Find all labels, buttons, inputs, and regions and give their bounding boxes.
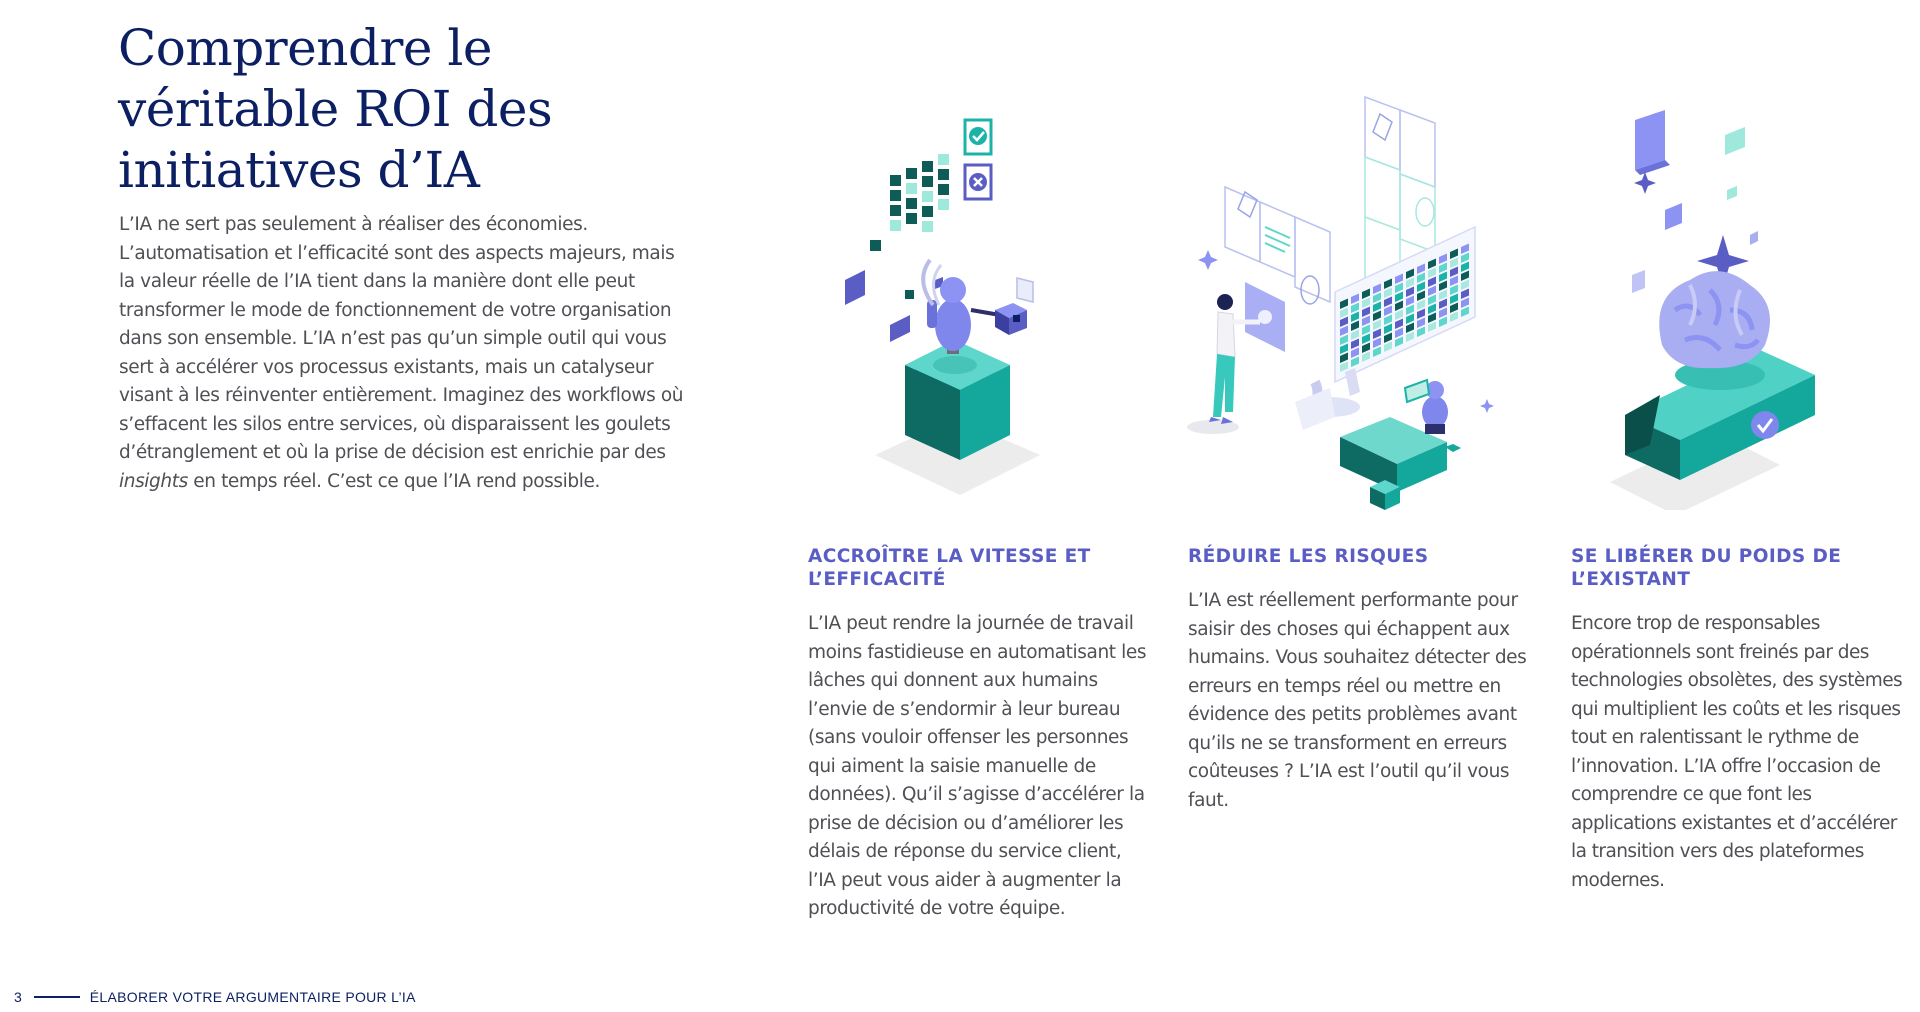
column-heading: SE LIBÉRER DU POIDS DE L’EXISTANT — [1571, 546, 1842, 590]
page-number: 3 — [14, 989, 22, 1005]
data-screens-person-icon — [1185, 92, 1505, 512]
column-body: L’IA peut rendre la journée de travail moins fastidieuse en automatisant les lâches qui donnent aux humains l’envie de s’endormir à leur bureau (sans vouloir offenser les personnes qui aiment la saisie manuelle de données). Qu’il s’agisse d’accélérer la prise de décision ou d’améliorer les délais de réponse du service client, l’IA peut vous aider à augmenter la productivité de votre équipe. — [808, 613, 1147, 919]
column-body: L’IA est réellement performante pour saisir des choses qui échappent aux humains. Vous souhaitez détecter des erreurs en temps réel ou mettre en évidence des petits problèmes avant qu’ils ne se transforment en erreurs coûteuses ? L’IA est l’outil qu’il vous faut. — [1188, 590, 1527, 811]
brain-on-block-icon — [1590, 110, 1840, 510]
robot-on-pedestal-icon — [835, 110, 1075, 510]
footer-label: ÉLABORER VOTRE ARGUMENTAIRE POUR L’IA — [89, 989, 416, 1005]
page-title: Comprendre le véritable ROI des initiatives d’IA — [118, 19, 553, 199]
column-reduce-risks — [1188, 545, 1528, 815]
column-heading: RÉDUIRE LES RISQUES — [1188, 546, 1429, 567]
intro-main-text: L’IA ne sert pas seulement à réaliser des économies. L’automatisation et l’efficacité sont des aspects majeurs, mais la valeur réelle de l’IA tient dans la manière dont elle peut transformer le mode de fonctionnement de votre organisation dans son ensemble. L’IA n’est pas qu’un simple outil qui vous sert à accélérer vos processus existants, mais un catalyseur visant à les réinventer entièrement. Imaginez des workflows où s’effacent les silos entre services, où disparaissent les goulets d’étranglement et où la prise de décision est enrichie par des — [119, 214, 684, 463]
column-body: Encore trop de responsables opérationnels sont freinés par des technologies obsolètes, des systèmes qui multiplient les coûts et les risques tout en ralentissant le rythme de l’innovation. L’IA offre l’occasion de comprendre ce que font les applications existantes et d’accélérer la transition vers des plateformes modernes. — [1571, 613, 1903, 891]
column-heading: ACCROÎTRE LA VITESSE ET L’EFFICACITÉ — [808, 546, 1091, 590]
column-legacy — [1571, 545, 1916, 895]
footer-divider — [34, 996, 80, 998]
intro-tail-text: en temps réel. C’est ce que l’IA rend possible. — [187, 470, 600, 492]
intro-emphasis: insights — [119, 470, 188, 492]
column-speed-efficiency — [808, 545, 1148, 924]
intro-paragraph — [119, 211, 689, 496]
page-footer — [14, 987, 416, 1007]
